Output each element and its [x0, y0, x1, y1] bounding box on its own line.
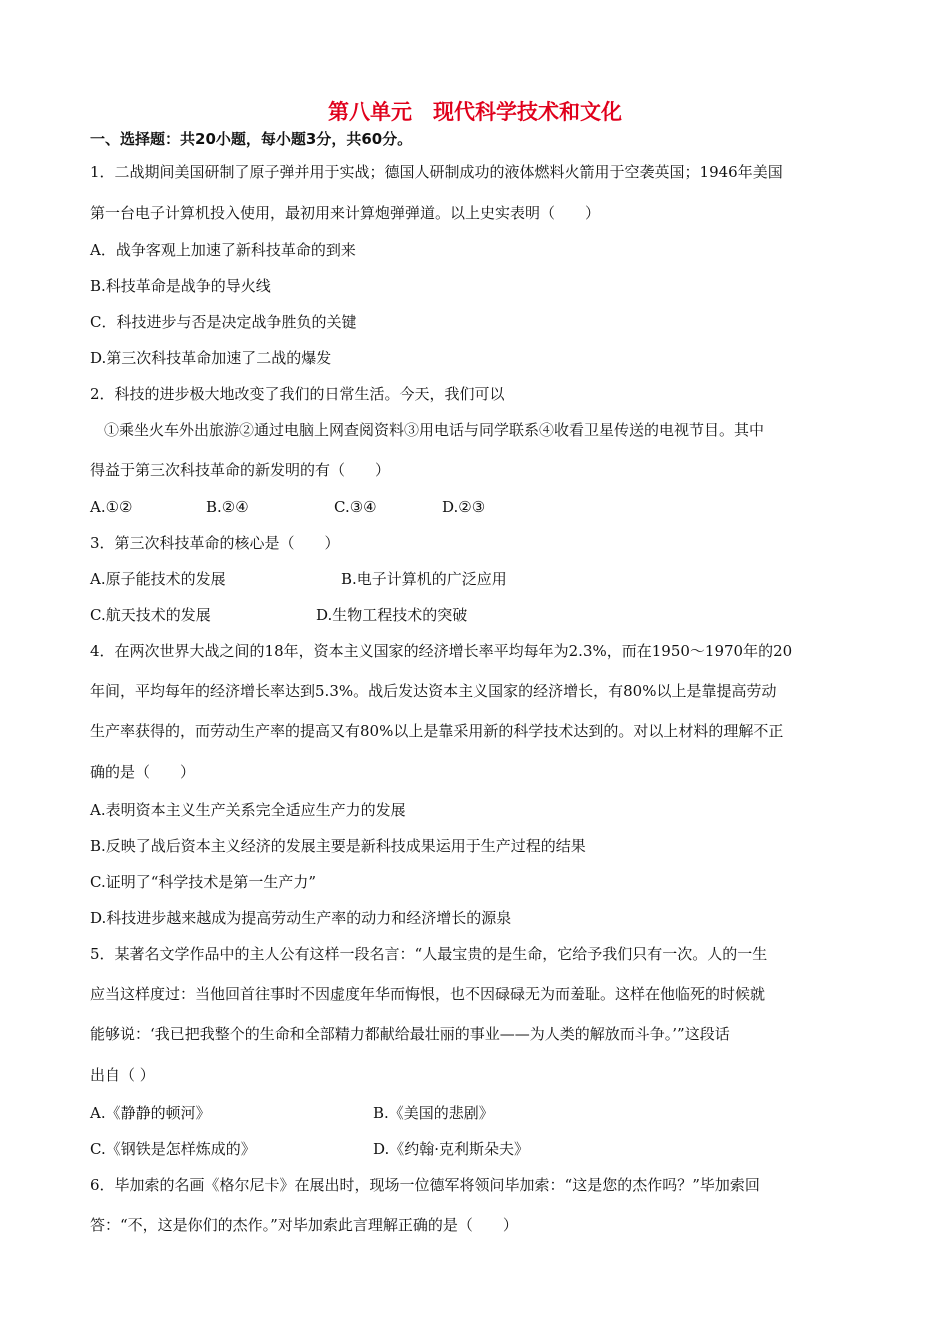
question-6-line-1: 6．毕加索的名画《格尔尼卡》在展出时，现场一位德军将领问毕加索：“这是您的杰作吗？”毕加索回	[90, 1176, 760, 1194]
question-2-option-b: B.②④	[206, 498, 249, 516]
question-4-line-4: 确的是（ ）	[90, 763, 196, 781]
question-4-line-2: 年间，平均每年的经济增长率达到5.3%。战后发达资本主义国家的经济增长，有80%以上是靠提高劳动	[90, 682, 777, 700]
question-5-line-1: 5．某著名文学作品中的主人公有这样一段名言：“人最宝贵的是生命，它给予我们只有一次。人的一生	[90, 945, 768, 963]
question-6-line-2: 答：“不，这是你们的杰作。”对毕加索此言理解正确的是（ ）	[90, 1216, 518, 1234]
question-1-option-a: A．战争客观上加速了新科技革命的到来	[90, 241, 356, 259]
question-1-line-2: 第一台电子计算机投入使用，最初用来计算炮弹弹道。以上史实表明（ ）	[90, 204, 601, 222]
question-5-line-3: 能够说：‘我已把我整个的生命和全部精力都献给最壮丽的事业——为人类的解放而斗争。’”这段话	[90, 1025, 730, 1043]
question-4-option-a: A.表明资本主义生产关系完全适应生产力的发展	[90, 801, 406, 819]
question-1-option-d: D.第三次科技革命加速了二战的爆发	[90, 349, 332, 367]
question-1-option-b: B.科技革命是战争的导火线	[90, 277, 271, 295]
question-4-line-3: 生产率获得的，而劳动生产率的提高又有80%以上是靠采用新的科学技术达到的。对以上材料的理解不正	[90, 722, 784, 740]
question-3-option-a: A.原子能技术的发展	[90, 570, 226, 588]
question-3-option-d: D.生物工程技术的突破	[316, 606, 468, 624]
question-4-option-c: C.证明了“科学技术是第一生产力”	[90, 873, 317, 891]
question-5-line-4: 出自（ ）	[90, 1066, 155, 1084]
question-2-line-3: 得益于第三次科技革命的新发明的有（ ）	[90, 461, 391, 479]
question-3-line-1: 3．第三次科技革命的核心是（ ）	[90, 534, 340, 552]
question-2-option-c: C.③④	[334, 498, 377, 516]
question-1-line-1: 1．二战期间美国研制了原子弹并用于实战；德国人研制成功的液体燃料火箭用于空袭英国；1946年美国	[90, 163, 783, 181]
question-2-line-1: 2．科技的进步极大地改变了我们的日常生活。今天，我们可以	[90, 385, 505, 403]
question-2-line-2: ①乘坐火车外出旅游②通过电脑上网查阅资料③用电话与同学联系④收看卫星传送的电视节目。其中	[104, 421, 765, 439]
section-heading: 一、选择题：共20小题，每小题3分，共60分。	[90, 130, 413, 148]
question-3-option-c: C.航天技术的发展	[90, 606, 211, 624]
question-1-option-c: C．科技进步与否是决定战争胜负的关键	[90, 313, 357, 331]
question-4-option-d: D.科技进步越来越成为提高劳动生产率的动力和经济增长的源泉	[90, 909, 512, 927]
page-title: 第八单元 现代科学技术和文化	[328, 100, 622, 124]
question-5-line-2: 应当这样度过：当他回首往事时不因虚度年华而悔恨，也不因碌碌无为而羞耻。这样在他临死的时候就	[90, 985, 766, 1003]
question-5-option-b: B.《美国的悲剧》	[373, 1104, 494, 1122]
question-5-option-c: C.《钢铁是怎样炼成的》	[90, 1140, 256, 1158]
question-2-option-d: D.②③	[442, 498, 486, 516]
question-3-option-b: B.电子计算机的广泛应用	[341, 570, 507, 588]
question-2-option-a: A.①②	[90, 498, 133, 516]
question-4-line-1: 4．在两次世界大战之间的18年，资本主义国家的经济增长率平均每年为2.3%，而在1950～1970年的20	[90, 642, 793, 660]
question-4-option-b: B.反映了战后资本主义经济的发展主要是新科技成果运用于生产过程的结果	[90, 837, 586, 855]
question-5-option-a: A.《静静的顿河》	[90, 1104, 211, 1122]
question-5-option-d: D.《约翰·克利斯朵夫》	[373, 1140, 530, 1158]
